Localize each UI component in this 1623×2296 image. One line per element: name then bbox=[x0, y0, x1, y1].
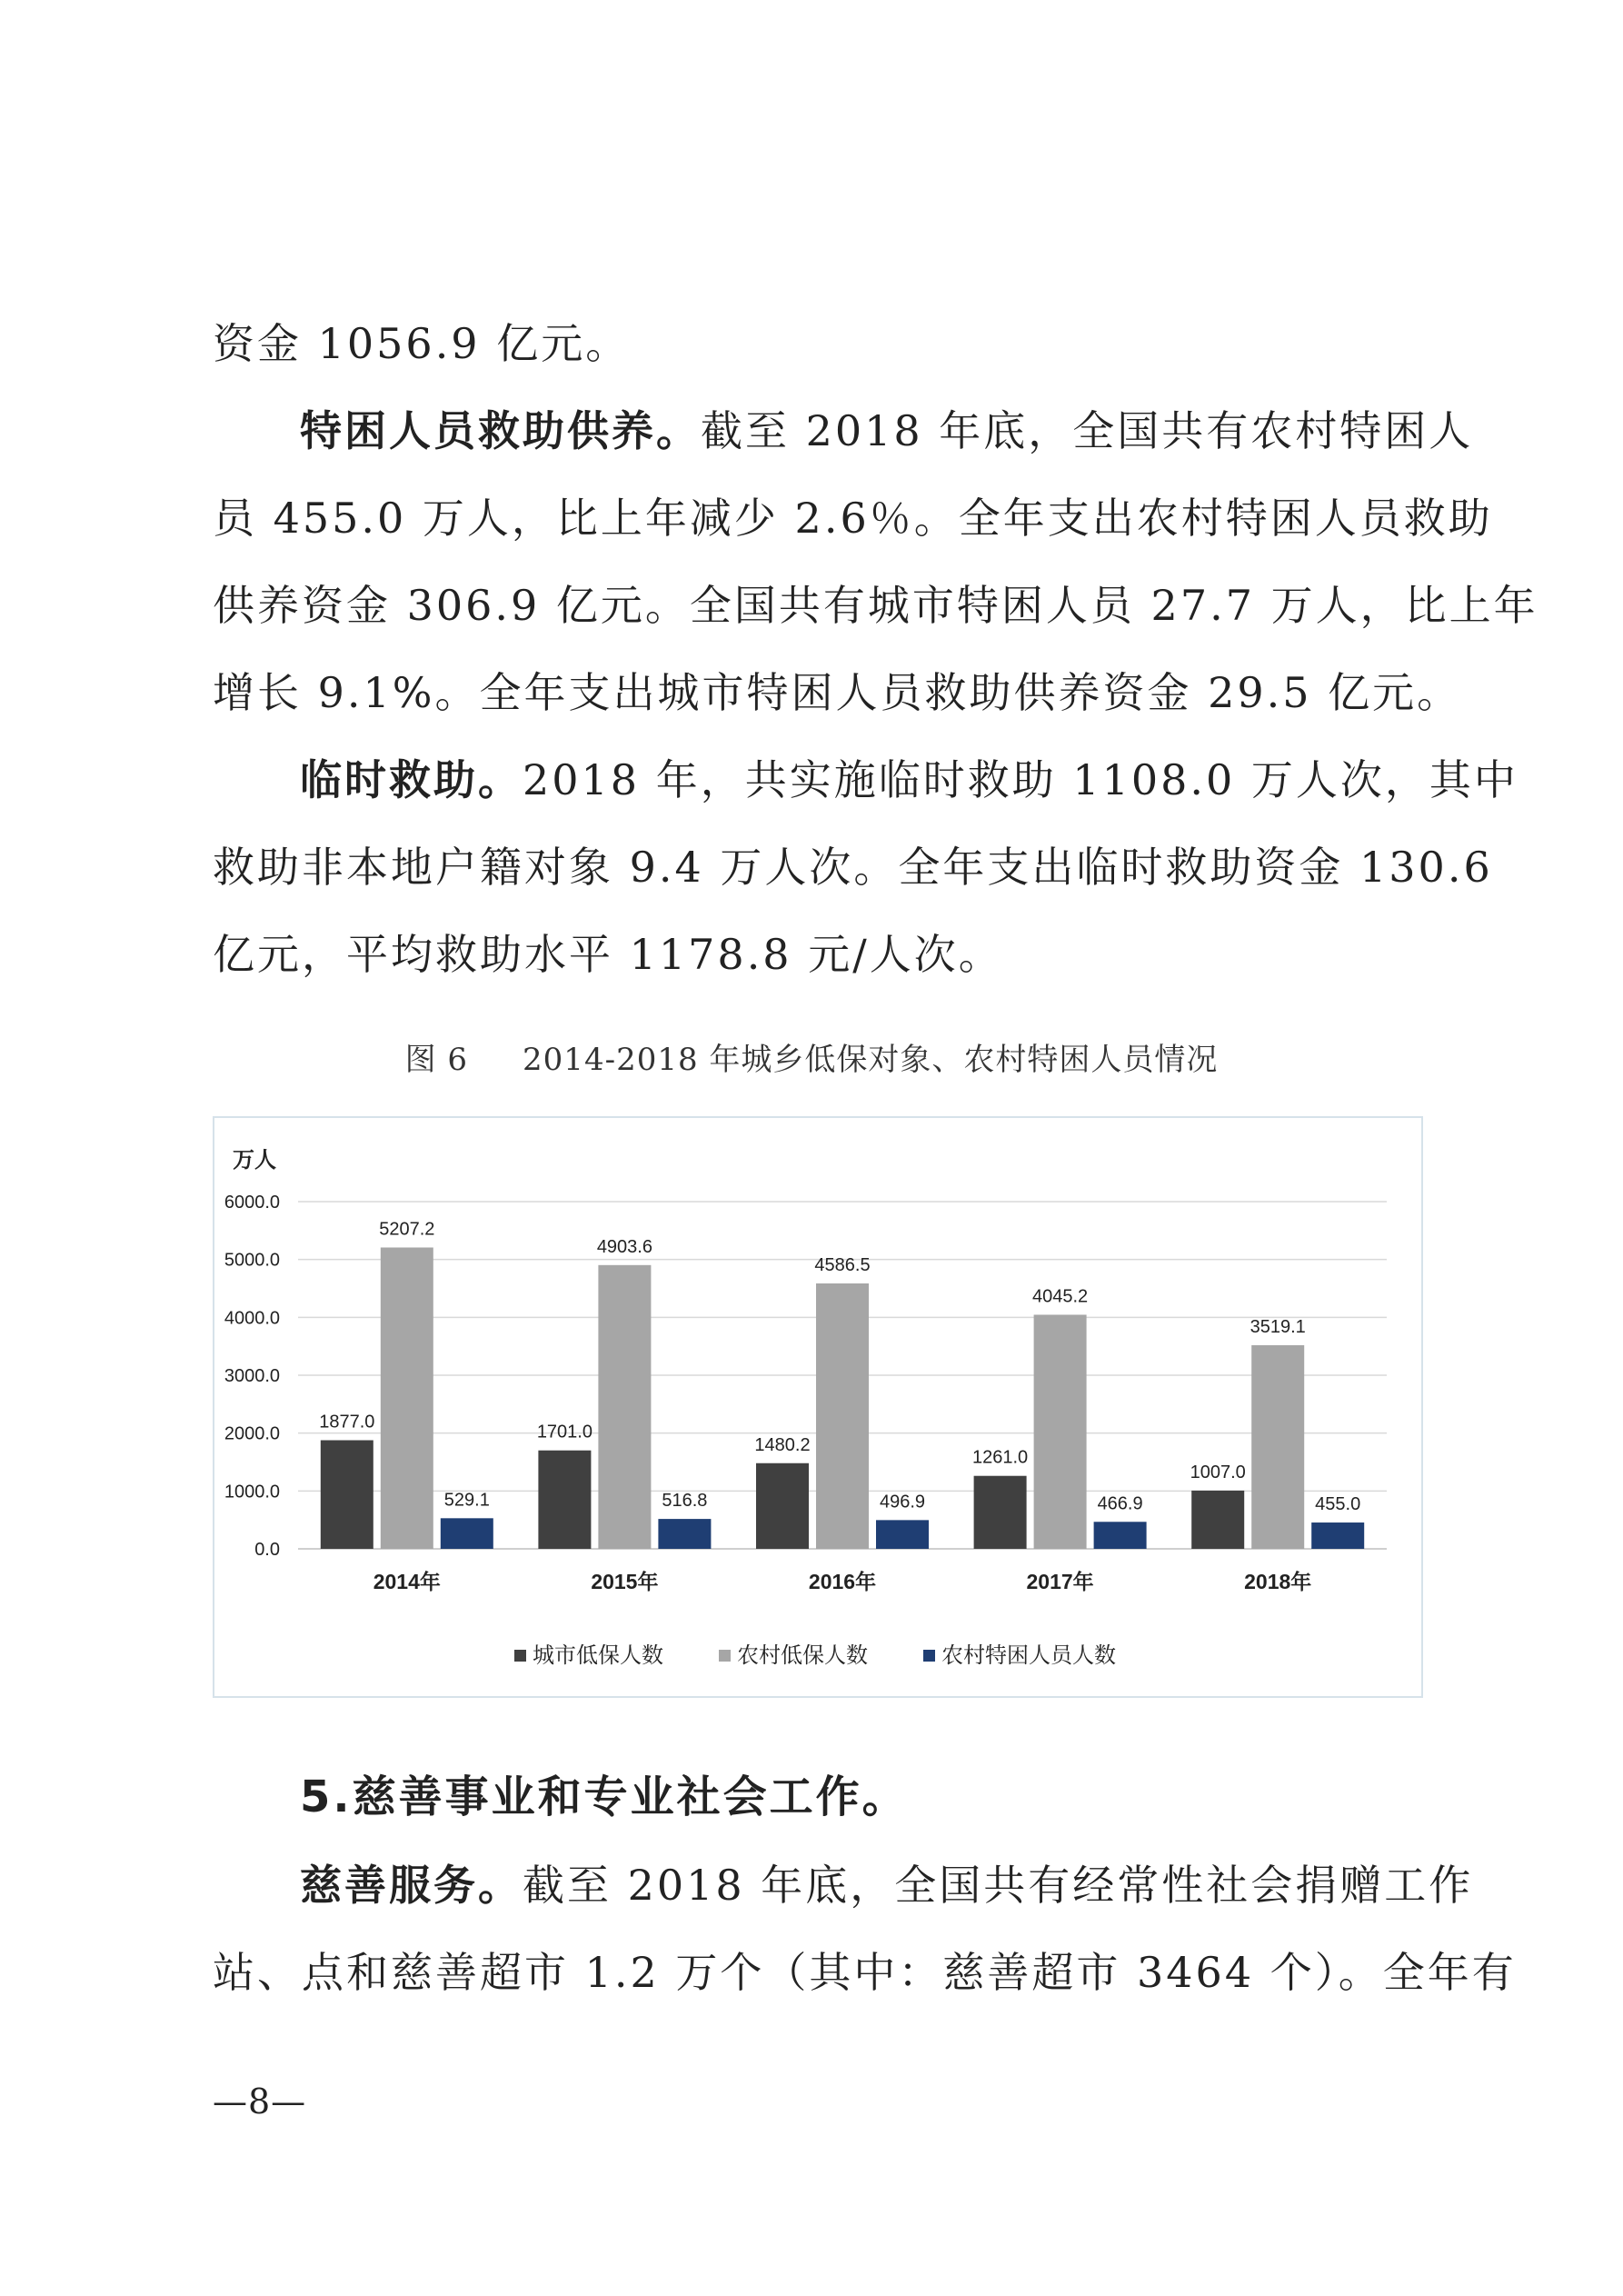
paragraph-1-lead: 特困人员救助供养。 bbox=[300, 406, 701, 455]
data-label: 4045.2 bbox=[1032, 1286, 1089, 1307]
paragraph-2-line-3: 亿元，平均救助水平 1178.8 元/人次。 bbox=[213, 930, 1003, 979]
data-label: 5207.2 bbox=[379, 1219, 435, 1240]
paragraph-1-line-2: 员 455.0 万人，比上年减少 2.6％。全年支出农村特困人员救助 bbox=[213, 494, 1493, 543]
y-tick-label: 2000.0 bbox=[224, 1423, 280, 1444]
y-tick-label: 6000.0 bbox=[224, 1193, 280, 1213]
legend-label: 农村特困人员人数 bbox=[941, 1643, 1116, 1668]
data-label: 496.9 bbox=[879, 1492, 926, 1512]
paragraph-1 bbox=[213, 387, 1538, 736]
bar bbox=[321, 1440, 373, 1549]
y-tick-label: 3000.0 bbox=[224, 1366, 280, 1386]
y-tick-label: 5000.0 bbox=[224, 1250, 280, 1271]
legend-swatch bbox=[719, 1650, 731, 1662]
y-tick-label: 1000.0 bbox=[224, 1482, 280, 1502]
legend-swatch bbox=[923, 1650, 935, 1662]
bar bbox=[1094, 1522, 1147, 1549]
paragraph-3-line-1 bbox=[213, 1842, 1474, 1929]
data-label: 1480.2 bbox=[754, 1434, 811, 1455]
y-tick-label: 4000.0 bbox=[224, 1308, 280, 1329]
y-tick-label: 0.0 bbox=[254, 1540, 280, 1560]
bar bbox=[658, 1519, 711, 1549]
section-heading: 5.慈善事业和专业社会工作。 bbox=[300, 1772, 909, 1822]
bar bbox=[1191, 1491, 1244, 1549]
paragraph-3-line-2: 站、点和慈善超市 1.2 万个（其中：慈善超市 3464 个）。全年有 bbox=[213, 1948, 1517, 1997]
legend-swatch bbox=[514, 1650, 526, 1662]
data-label: 529.1 bbox=[443, 1490, 490, 1511]
x-tick-label: 2015年 bbox=[591, 1570, 659, 1593]
paragraph-0-line-1: 资金 1056.9 亿元。 bbox=[213, 319, 631, 368]
data-label: 4903.6 bbox=[596, 1236, 652, 1257]
paragraph-3 bbox=[213, 1842, 1517, 2016]
paragraph-1-line-4: 增长 9.1%。全年支出城市特困人员救助供养资金 29.5 亿元。 bbox=[213, 668, 1462, 717]
data-label: 1701.0 bbox=[536, 1422, 592, 1442]
data-label: 466.9 bbox=[1097, 1493, 1143, 1514]
bar bbox=[816, 1283, 869, 1549]
data-label: 3519.1 bbox=[1250, 1316, 1306, 1337]
bar-chart bbox=[214, 1118, 1425, 1700]
bar bbox=[974, 1476, 1027, 1549]
data-label: 1007.0 bbox=[1190, 1462, 1246, 1482]
paragraph-1-line-1-text: 截至 2018 年底，全国共有农村特困人 bbox=[701, 406, 1474, 455]
paragraph-2-lead: 临时救助。 bbox=[300, 755, 523, 804]
figure-caption bbox=[0, 1034, 1623, 1079]
bar bbox=[441, 1518, 493, 1549]
paragraph-3-lead: 慈善服务。 bbox=[300, 1861, 523, 1910]
bar bbox=[1311, 1522, 1364, 1549]
page-number: —8— bbox=[213, 2081, 307, 2121]
bar bbox=[756, 1463, 809, 1549]
bar-chart-frame bbox=[213, 1116, 1423, 1698]
data-label: 1261.0 bbox=[972, 1447, 1029, 1468]
paragraph-1-line-1 bbox=[213, 387, 1474, 474]
paragraph-2-line-2: 救助非本地户籍对象 9.4 万人次。全年支出临时救助资金 130.6 bbox=[213, 843, 1493, 892]
x-tick-label: 2017年 bbox=[1026, 1570, 1094, 1593]
paragraph-3-line-1-text: 截至 2018 年底，全国共有经常性社会捐赠工作 bbox=[523, 1861, 1474, 1910]
legend-label: 城市低保人数 bbox=[533, 1643, 663, 1668]
figure-number: 图 6 bbox=[404, 1042, 469, 1078]
data-label: 1877.0 bbox=[319, 1412, 375, 1433]
x-tick-label: 2014年 bbox=[373, 1570, 441, 1593]
paragraph-2-line-1 bbox=[213, 736, 1518, 824]
bar bbox=[876, 1520, 929, 1549]
bar bbox=[381, 1247, 433, 1549]
paragraph-1-line-3: 供养资金 306.9 亿元。全国共有城市特困人员 27.7 万人，比上年 bbox=[213, 581, 1538, 630]
x-tick-label: 2018年 bbox=[1244, 1570, 1312, 1593]
legend-label: 农村低保人数 bbox=[737, 1643, 868, 1668]
data-label: 455.0 bbox=[1315, 1494, 1361, 1515]
data-label: 4586.5 bbox=[814, 1254, 871, 1275]
bar bbox=[1034, 1314, 1087, 1549]
bar bbox=[1251, 1345, 1304, 1549]
data-label: 516.8 bbox=[662, 1491, 708, 1512]
figure-title: 2014-2018 年城乡低保对象、农村特困人员情况 bbox=[523, 1042, 1219, 1078]
bar bbox=[598, 1265, 651, 1549]
paragraph-2 bbox=[213, 736, 1518, 998]
paragraph-0 bbox=[213, 300, 1421, 387]
bar bbox=[538, 1451, 591, 1549]
y-axis-label: 万人 bbox=[233, 1148, 276, 1173]
paragraph-2-line-1-text: 2018 年，共实施临时救助 1108.0 万人次，其中 bbox=[523, 755, 1518, 804]
x-tick-label: 2016年 bbox=[808, 1570, 877, 1593]
